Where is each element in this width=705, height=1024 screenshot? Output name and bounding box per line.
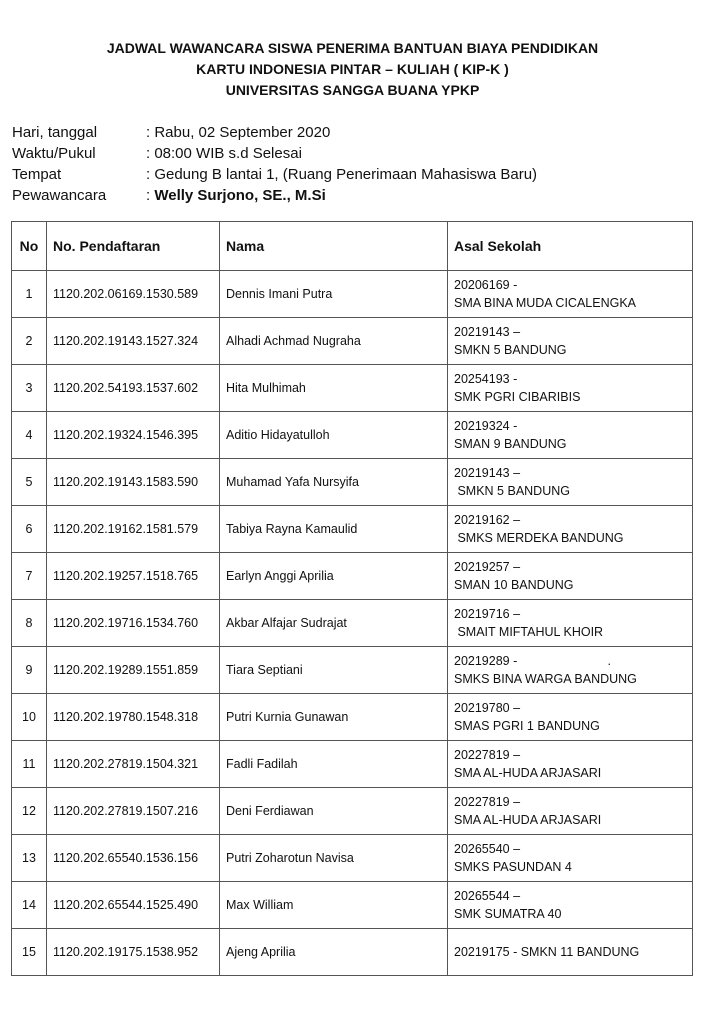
row-number: 8	[12, 600, 47, 647]
student-name: Aditio Hidayatulloh	[220, 412, 448, 459]
school-name: SMA AL-HUDA ARJASARI	[454, 813, 602, 827]
table-row	[12, 929, 693, 976]
school-code: 20219780 –	[454, 701, 521, 715]
time-label: Waktu/Pukul	[12, 145, 96, 162]
school-code: 20219716 –	[454, 607, 521, 621]
school-origin	[448, 741, 693, 788]
place-label: Tempat	[12, 166, 62, 183]
row-number: 1	[12, 271, 47, 318]
header-registration: No. Pendaftaran	[47, 222, 220, 271]
table-row	[12, 271, 693, 318]
table-row	[12, 412, 693, 459]
school-origin	[448, 882, 693, 929]
school-origin	[448, 788, 693, 835]
school-code: 20265540 –	[454, 842, 521, 856]
university-name: UNIVERSITAS SANGGA BUANA YPKP	[225, 82, 480, 98]
row-number: 10	[12, 694, 47, 741]
registration-number: 1120.202.19780.1548.318	[47, 694, 220, 741]
school-code: 20219162 –	[454, 513, 521, 527]
school-origin	[448, 271, 693, 318]
school-origin	[448, 365, 693, 412]
school-origin	[448, 694, 693, 741]
school-origin	[448, 506, 693, 553]
table-header-row	[12, 222, 693, 271]
school-name: SMAS PGRI 1 BANDUNG	[454, 719, 600, 733]
row-number: 7	[12, 553, 47, 600]
school-origin	[448, 600, 693, 647]
student-name: Ajeng Aprilia	[220, 929, 448, 976]
row-number: 11	[12, 741, 47, 788]
school-name: SMAN 9 BANDUNG	[454, 437, 567, 451]
school-code: 20219289 - .	[454, 654, 612, 668]
registration-number: 1120.202.19143.1527.324	[47, 318, 220, 365]
school-code: 20227819 –	[454, 795, 521, 809]
table-row	[12, 835, 693, 882]
school-name: SMK SUMATRA 40	[454, 907, 562, 921]
registration-number: 1120.202.65544.1525.490	[47, 882, 220, 929]
header-no: No	[12, 222, 47, 271]
row-number: 5	[12, 459, 47, 506]
school-origin	[448, 647, 693, 694]
row-number: 12	[12, 788, 47, 835]
table-row	[12, 600, 693, 647]
student-name: Putri Kurnia Gunawan	[220, 694, 448, 741]
school-name: SMKS PASUNDAN 4	[454, 860, 572, 874]
table-row	[12, 694, 693, 741]
registration-number: 1120.202.19324.1546.395	[47, 412, 220, 459]
table-row	[12, 647, 693, 694]
school-code: 20265544 –	[454, 889, 521, 903]
student-name: Tiara Septiani	[220, 647, 448, 694]
school-code: 20219143 –	[454, 325, 521, 339]
row-number: 2	[12, 318, 47, 365]
school-origin	[448, 929, 693, 976]
interviewer-value-wrap	[146, 186, 326, 206]
student-name: Deni Ferdiawan	[220, 788, 448, 835]
date-value: : Rabu, 02 September 2020	[146, 124, 331, 141]
header-name: Nama	[220, 222, 448, 271]
table-row	[12, 788, 693, 835]
table-row	[12, 882, 693, 929]
school-origin	[448, 318, 693, 365]
registration-number: 1120.202.19175.1538.952	[47, 929, 220, 976]
student-name: Putri Zoharotun Navisa	[220, 835, 448, 882]
school-origin	[448, 835, 693, 882]
row-number: 9	[12, 647, 47, 694]
place-value: : Gedung B lantai 1, (Ruang Penerimaan Mahasiswa Baru)	[146, 166, 538, 183]
school-code: 20219324 -	[454, 419, 518, 433]
registration-number: 1120.202.19289.1551.859	[47, 647, 220, 694]
school-name: SMAN 10 BANDUNG	[454, 578, 574, 592]
school-code: 20219175 - SMKN 11 BANDUNG	[454, 945, 640, 959]
registration-number: 1120.202.54193.1537.602	[47, 365, 220, 412]
school-code: 20219143 –	[454, 466, 521, 480]
registration-number: 1120.202.19257.1518.765	[47, 553, 220, 600]
row-number: 14	[12, 882, 47, 929]
table-row	[12, 506, 693, 553]
registration-number: 1120.202.19716.1534.760	[47, 600, 220, 647]
header-school: Asal Sekolah	[448, 222, 693, 271]
registration-number: 1120.202.27819.1507.216	[47, 788, 220, 835]
school-code: 20206169 -	[454, 278, 518, 292]
document-title: JADWAL WAWANCARA SISWA PENERIMA BANTUAN BIAYA PENDIDIKAN	[106, 40, 599, 56]
registration-number: 1120.202.65540.1536.156	[47, 835, 220, 882]
school-name: SMKN 5 BANDUNG	[454, 343, 567, 357]
table-row	[12, 365, 693, 412]
school-code: 20219257 –	[454, 560, 521, 574]
student-name: Earlyn Anggi Aprilia	[220, 553, 448, 600]
registration-number: 1120.202.19143.1583.590	[47, 459, 220, 506]
row-number: 6	[12, 506, 47, 553]
date-label: Hari, tanggal	[12, 124, 98, 141]
table-body	[12, 271, 693, 976]
registration-number: 1120.202.19162.1581.579	[47, 506, 220, 553]
row-number: 15	[12, 929, 47, 976]
school-code: 20254193 -	[454, 372, 518, 386]
school-origin	[448, 553, 693, 600]
school-origin	[448, 459, 693, 506]
school-name: SMK PGRI CIBARIBIS	[454, 390, 581, 404]
school-code: 20227819 –	[454, 748, 521, 762]
row-number: 3	[12, 365, 47, 412]
table-row	[12, 553, 693, 600]
registration-number: 1120.202.27819.1504.321	[47, 741, 220, 788]
school-name: SMKS BINA WARGA BANDUNG	[454, 672, 637, 686]
student-name: Muhamad Yafa Nursyifa	[220, 459, 448, 506]
table-row	[12, 741, 693, 788]
schedule-table	[11, 221, 693, 976]
school-name: SMAIT MIFTAHUL KHOIR	[454, 625, 604, 639]
row-number: 13	[12, 835, 47, 882]
student-name: Akbar Alfajar Sudrajat	[220, 600, 448, 647]
school-name: SMA AL-HUDA ARJASARI	[454, 766, 602, 780]
school-name: SMKS MERDEKA BANDUNG	[454, 531, 624, 545]
interviewer-colon: :	[146, 187, 155, 204]
student-name: Hita Mulhimah	[220, 365, 448, 412]
row-number: 4	[12, 412, 47, 459]
interviewer-name: Welly Surjono, SE., M.Si	[154, 187, 326, 204]
student-name: Alhadi Achmad Nugraha	[220, 318, 448, 365]
interviewer-label: Pewawancara	[12, 187, 107, 204]
table-row	[12, 318, 693, 365]
school-origin	[448, 412, 693, 459]
school-name: SMA BINA MUDA CICALENGKA	[454, 296, 636, 310]
school-name: SMKN 5 BANDUNG	[454, 484, 570, 498]
student-name: Max William	[220, 882, 448, 929]
registration-number: 1120.202.06169.1530.589	[47, 271, 220, 318]
document-subtitle: KARTU INDONESIA PINTAR – KULIAH ( KIP-K )	[196, 61, 509, 77]
table-row	[12, 459, 693, 506]
student-name: Dennis Imani Putra	[220, 271, 448, 318]
student-name: Fadli Fadilah	[220, 741, 448, 788]
time-value: : 08:00 WIB s.d Selesai	[146, 145, 302, 162]
student-name: Tabiya Rayna Kamaulid	[220, 506, 448, 553]
